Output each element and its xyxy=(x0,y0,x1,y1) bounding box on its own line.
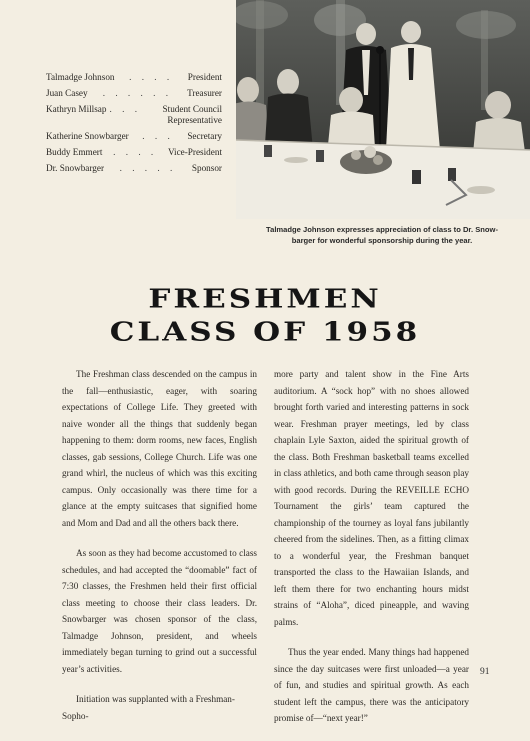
officer-name: Talmadge Johnson xyxy=(46,72,115,82)
paragraph: The Freshman class descended on the campus in the fall—enthusiastic, eager, with soaring expectations of College Life. They greeted with naive wonder all the things that suddenly began happening to them: dorm rooms, new faces, English classes, gab sessions, College Church. Life was one grand whirl, the nucleus of which was this exciting campus. Only occasionally was there time for a glance at the empty suitcases that signified home and Mom and Dad and all the others back there. xyxy=(62,369,257,528)
officer-name: Juan Casey xyxy=(46,88,88,99)
officer-row xyxy=(46,131,222,142)
page-title-line1: FRESHMEN xyxy=(148,283,382,315)
paragraph: Initiation was supplanted with a Freshman-Sopho- xyxy=(62,694,235,721)
caption-line: Talmadge Johnson expresses appreciation of class to Dr. Snow- xyxy=(266,225,498,234)
page-title-line2: CLASS OF 1958 xyxy=(109,316,421,348)
officer-role: Secretary xyxy=(187,130,222,141)
banquet-photo-image xyxy=(236,0,530,219)
officer-role: Vice-President xyxy=(167,146,222,157)
leader-dots: . . . . . xyxy=(119,163,177,174)
officer-name: Kathryn Millsap xyxy=(46,104,107,115)
officer-role: Sponsor xyxy=(191,163,222,174)
banquet-photo xyxy=(236,0,530,219)
leader-dots: . . . . xyxy=(113,146,158,157)
paragraph: Thus the year ended. Many things had happened since the day suitcases were first unloaded—a year of fun, and studies and spiritual growth. As each student left the campus, there was the anticipatory promise of—“next year!” xyxy=(274,647,469,723)
officer-list xyxy=(46,72,222,179)
officer-name: Buddy Emmert xyxy=(46,146,103,157)
officer-row xyxy=(46,147,222,158)
officer-row xyxy=(46,88,222,99)
officer-role: Treasurer xyxy=(187,88,222,99)
officer-row xyxy=(46,104,222,125)
body-column-right xyxy=(274,366,469,741)
officer-role: Student Council Representative xyxy=(162,104,222,126)
officer-name: Dr. Snowbarger xyxy=(46,163,105,174)
leader-dots: . . . . . . xyxy=(102,88,172,99)
paragraph: As soon as they had become accustomed to class schedules, and had accepted the “doomable” fact of 7:30 classes, the Freshmen held their first official class meeting to choose their class leaders. Dr. Snowbarger was chosen sponsor of the class, Talmadge Johnson, president, and wheels immediately began turning to grind out a successful year’s activities. xyxy=(62,548,257,674)
leader-dots: . . . . xyxy=(129,72,174,82)
caption-line: barger for wonderful sponsorship during the year. xyxy=(291,236,473,245)
photo-caption xyxy=(252,224,512,246)
leader-dots: . . . xyxy=(109,104,141,115)
officer-role: President xyxy=(187,72,222,82)
paragraph: more party and talent show in the Fine Arts auditorium. A “sock hop” with no shoes allowed brought forth varied and interesting patterns in sock wear. Freshman prayer meetings, led by class chaplain Lyle Saxton, aided the spiritual growth of the class. Both Freshman basketball teams excelled in class athletics, and both came through season play with good records. During the REVEILLE ECHO Tournament the girls’ team captured the championship of the tourney as loyal fans jubilantly cheered from the sidelines. Then, as a fitting climax to a wonderful year, the Freshman banquet transported the class to the Hawaiian Islands, and left them there for two enchanting hours midst strains of “Aloha”, diced pineapple, and waving palms. xyxy=(274,369,469,627)
leader-dots: . . . xyxy=(142,130,174,141)
page-number: 91 xyxy=(480,667,490,677)
officer-name: Katherine Snowbarger xyxy=(46,130,129,141)
officer-row xyxy=(46,163,222,174)
officer-row xyxy=(46,72,222,83)
body-column-left xyxy=(62,366,257,738)
